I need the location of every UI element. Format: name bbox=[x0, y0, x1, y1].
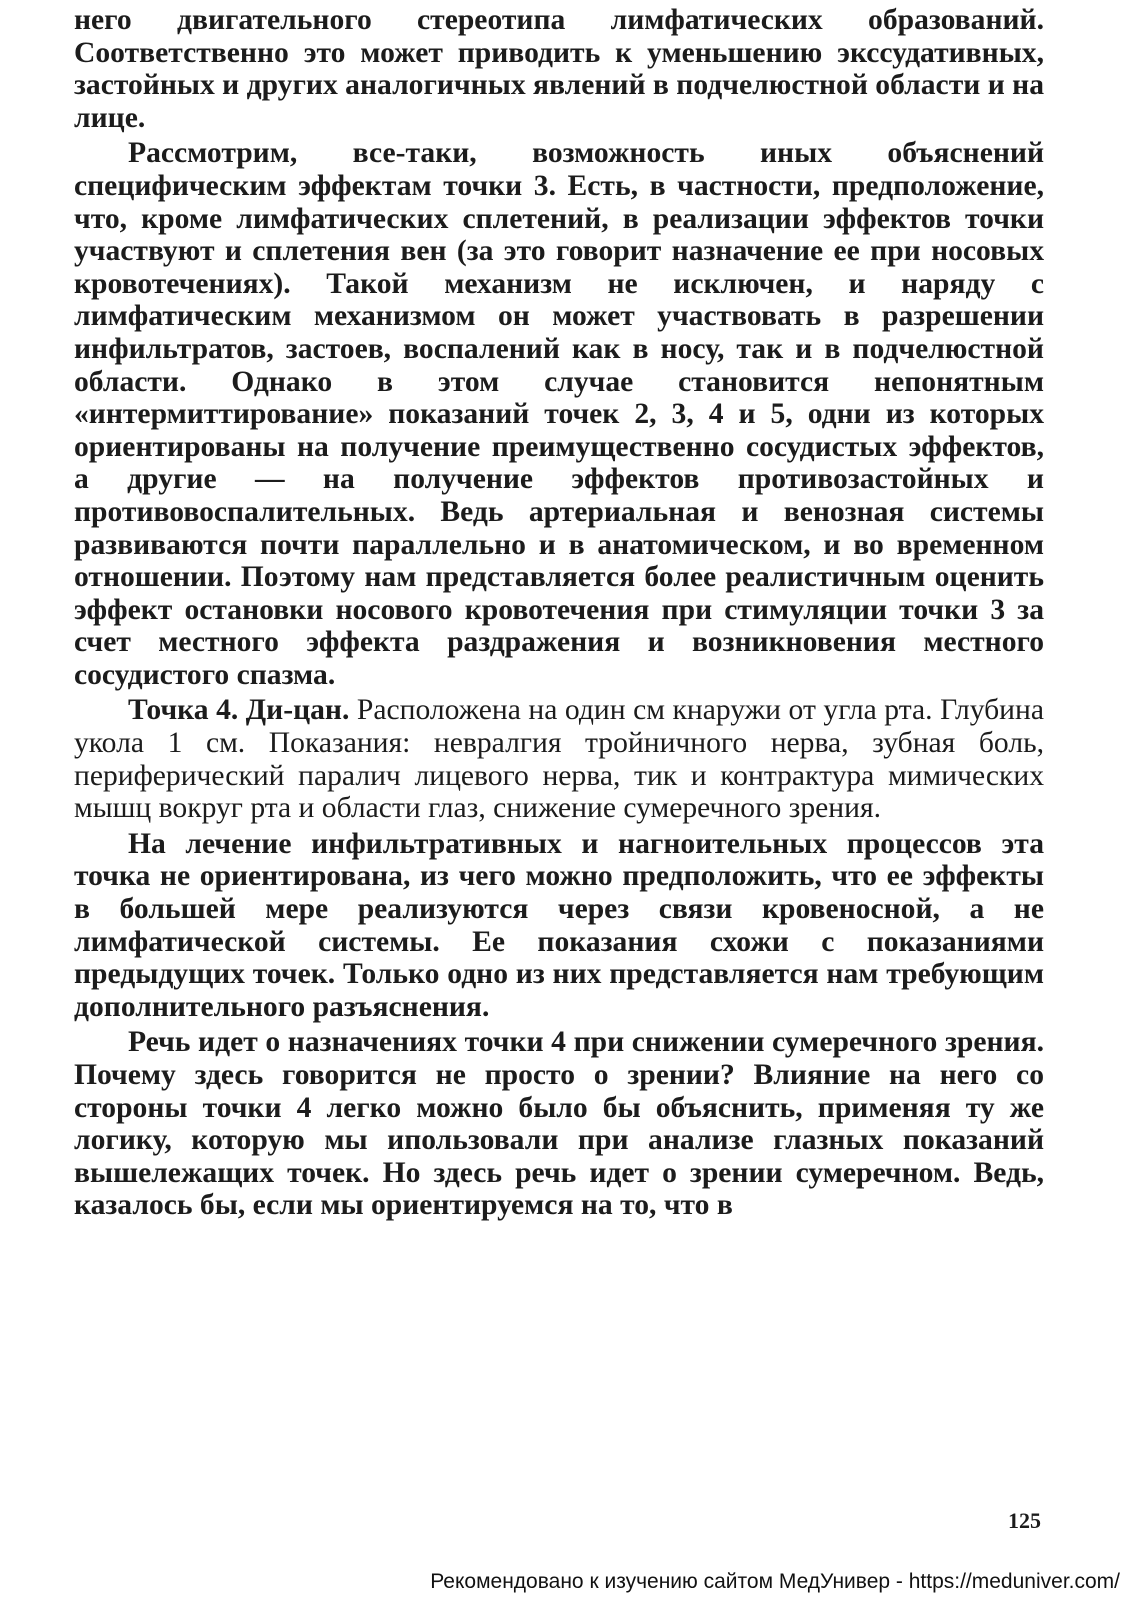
paragraph-4 bbox=[74, 828, 1044, 1024]
paragraph-text: Рассмотрим, все-таки, возможность иных объяснений специфическим эффектам точки 3. Есть, в частности, предположение, что, кроме лимфатических сплетений, в реализации эффектов точки участвуют и сплетения вен (за это говорит назначение ее при носовых кровотечениях). Такой механизм не исключен, и наряду с лимфатическим механизмом он может участвовать в разрешении инфильтратов, застоев, воспалений как в носу, так и в подчелюстной области. Однако в этом случае становится непонятным «интермиттирование» показаний точек 2, 3, 4 и 5, одни из которых ориентированы на получение преимущественно сосудистых эффектов, а другие — на получение эффектов противозастойных и противовоспалительных. Ведь артериальная и венозная системы развиваются почти параллельно и в анатомическом, и во временном отношении. Поэтому нам представляется более реалистичным оценить эффект остановки носового кровотечения при стимуляции точки 3 за счет местного эффекта раздражения и возникновения местного сосудистого спазма. bbox=[74, 137, 1044, 691]
paragraph-text: Расположена на один см кнаружи от угла рта. Глубина укола 1 см. Показания: невралгия тройничного нерва, зубная боль, периферический паралич лицевого нерва, тик и контрактура мимических мышц вокруг рта и области глаз, снижение сумеречного зрения. bbox=[74, 694, 1044, 825]
paragraph-text: него двигательного стереотипа лимфатических образований. Соответственно это может приводить к уменьшению экссудативных, застойных и других аналогичных явлений в подчелюстной области и на лице. bbox=[74, 4, 1044, 134]
paragraph-1 bbox=[74, 4, 1044, 134]
section-heading: Точка 4. Ди-цан. bbox=[128, 694, 350, 727]
paragraph-5 bbox=[74, 1026, 1044, 1222]
paragraph-text: Речь идет о назначениях точки 4 при снижении сумеречного зрения. Почему здесь говорится не просто о зрении? Влияние на него со стороны точки 4 легко можно было бы объяснить, применяя ту же логику, которую мы ипользовали при анализе глазных показаний вышележащих точек. Но здесь речь идет о зрении сумеречном. Ведь, казалось бы, если мы ориентируемся на то, что в bbox=[74, 1026, 1044, 1222]
paragraph-2 bbox=[74, 137, 1044, 691]
paragraph-text: На лечение инфильтративных и нагноительных процессов эта точка не ориентирована, из чего можно предположить, что ее эффекты в большей мере реализуются через связи кровеносной, а не лимфатической системы. Ее показания схожи с показаниями предыдущих точек. Только одно из них представляется нам требующим дополнительного разъяснения. bbox=[74, 827, 1044, 1023]
page-number: 125 bbox=[1008, 1508, 1041, 1533]
footer-watermark: Рекомендовано к изучению сайтом МедУнивер - https://meduniver.com/ bbox=[430, 1570, 1120, 1593]
book-page bbox=[74, 4, 1044, 1225]
paragraph-3 bbox=[74, 694, 1044, 824]
